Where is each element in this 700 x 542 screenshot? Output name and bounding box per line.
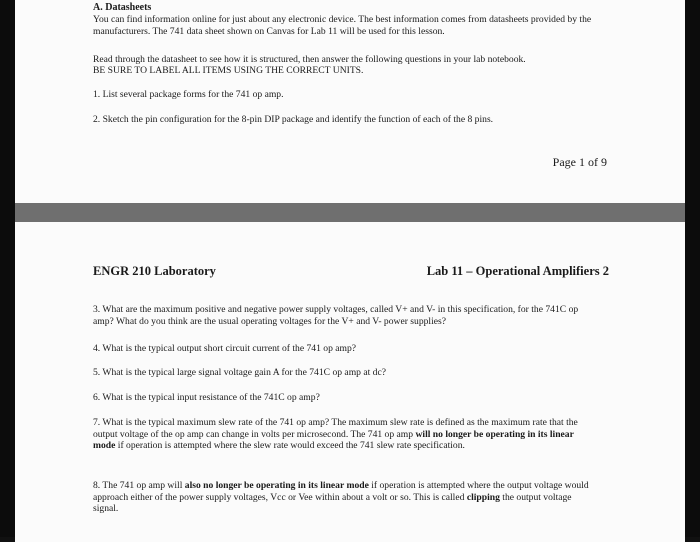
question-8 — [93, 480, 593, 515]
q8-clipping: clipping — [466, 491, 500, 503]
q7-text-a: 7. What is the typical maximum slew rate of the 741 op amp? The maximum slew rate is defined as the maximum rate that the output voltage of the op amp can change in volts per microsecond. The 741 op amp — [93, 417, 578, 440]
left-border — [0, 0, 15, 537]
question-2: 2. Sketch the pin configuration for the 8-pin DIP package and identify the function of each of the 8 pins. — [93, 114, 494, 125]
question-4: 4. What is the typical output short circuit current of the 741 op amp? — [93, 343, 357, 354]
intro-paragraph: You can find information online for just about any electronic device. The best information comes from datasheets provided by the manufacturers. The 741 data sheet shown on Canvas for Lab 11 will be used for this lesson. — [93, 14, 592, 37]
page-number: Page 1 of 9 — [552, 155, 607, 169]
right-border — [685, 0, 700, 537]
q7-text-c: if operation is attempted where the slew rate would exceed the 741 slew rate specification. — [115, 440, 465, 451]
page-separator — [15, 203, 685, 222]
q7-bold: will no longer be operating in its linear mode — [93, 428, 574, 451]
q8-bold: also no longer be operating in its linear mode — [184, 480, 369, 491]
question-1: 1. List several package forms for the 741 op amp. — [93, 89, 284, 100]
question-6: 6. What is the typical input resistance of the 741C op amp? — [93, 392, 320, 403]
question-3: 3. What are the maximum positive and negative power supply voltages, called V+ and V- in this specification, for the 741C op amp? What do you think are the usual operating voltages for the V+ and V- power supplies? — [93, 304, 579, 327]
header-lab-title: Lab 11 – Operational Amplifiers 2 — [426, 264, 609, 278]
question-7 — [93, 417, 593, 452]
q8-text-e: the output voltage signal. — [93, 491, 572, 514]
q8-text-c: if operation is attempted where the output voltage would approach either of the power supply voltages, Vcc or Vee within about a volt or so. This is called — [93, 480, 589, 503]
section-title: A. Datasheets — [93, 2, 152, 13]
document-page-1 — [15, 0, 685, 203]
document-page-2 — [15, 222, 685, 542]
header-course: ENGR 210 Laboratory — [93, 264, 216, 278]
question-5: 5. What is the typical large signal voltage gain A for the 741C op amp at dc? — [93, 367, 386, 378]
instructions-line: Read through the datasheet to see how it is structured, then answer the following questions in your lab notebook. — [93, 54, 526, 65]
q8-text-a: 8. The 741 op amp will — [93, 480, 185, 491]
units-warning: BE SURE TO LABEL ALL ITEMS USING THE CORRECT UNITS. — [93, 65, 364, 76]
